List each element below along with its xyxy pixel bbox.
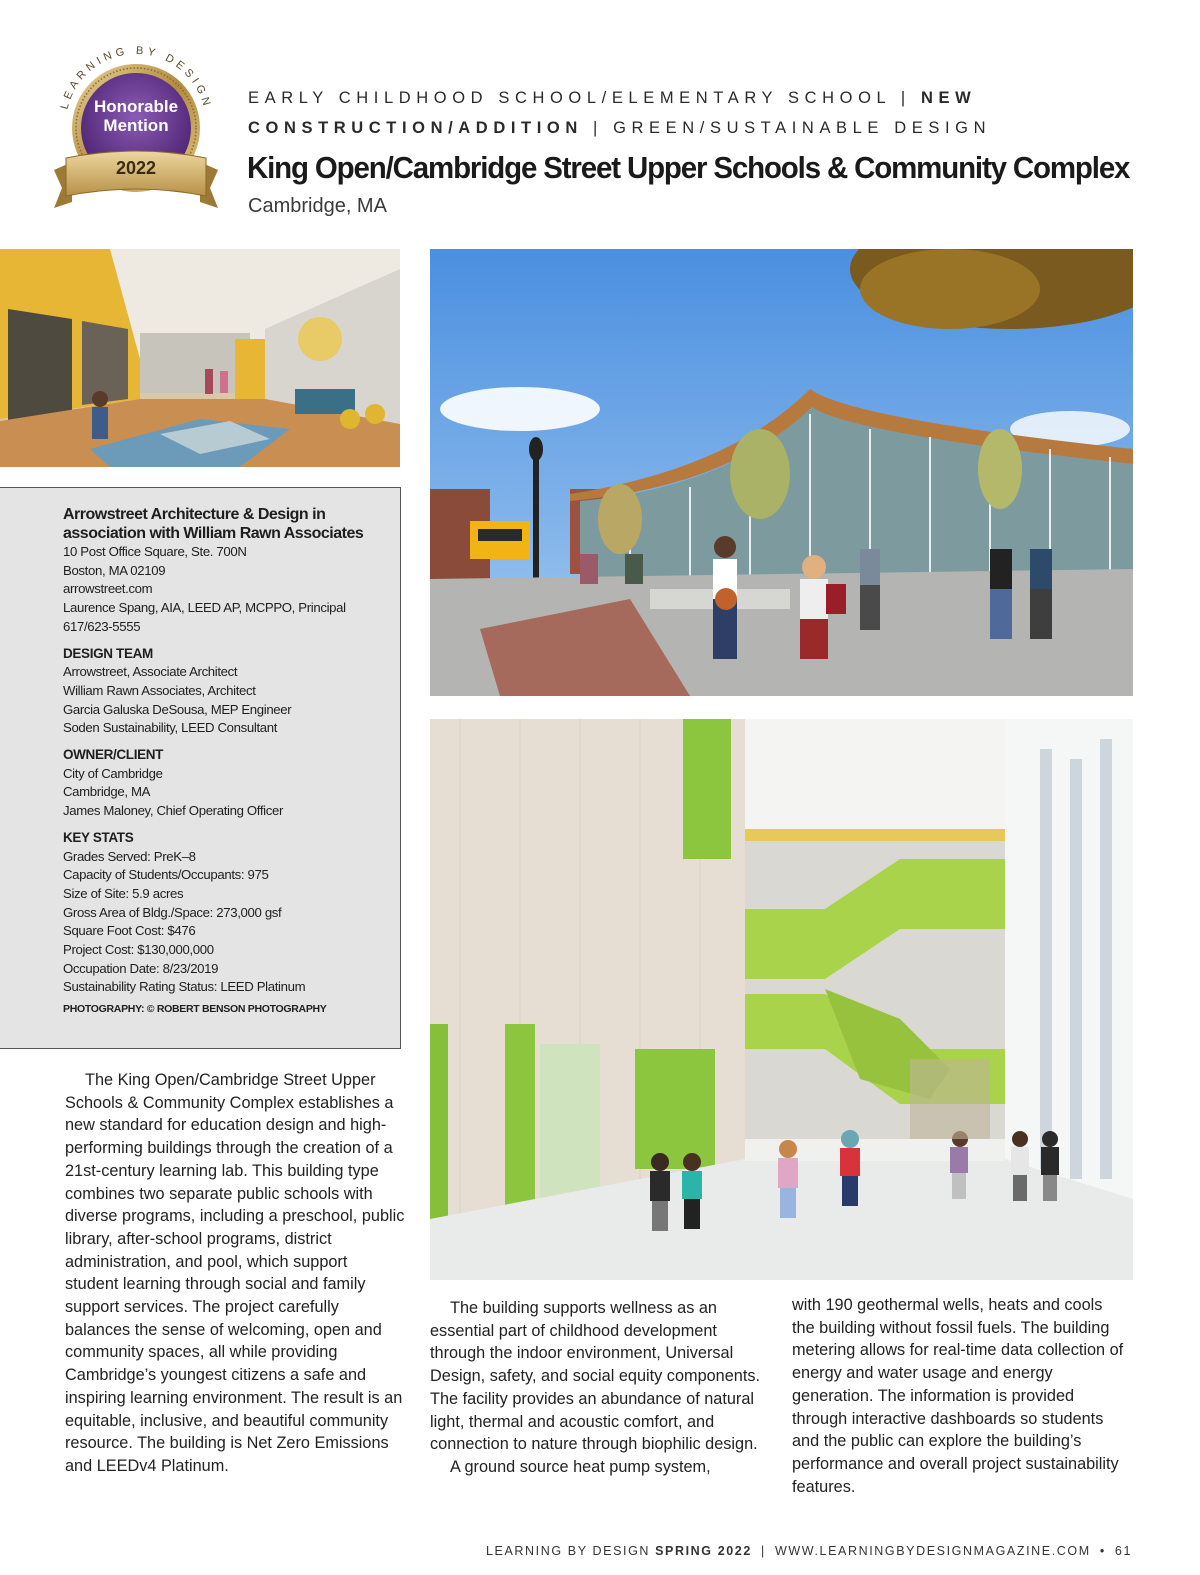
design-team-heading: DESIGN TEAM xyxy=(63,645,153,661)
firm-name-line-1: Arrowstreet Architecture & Design in xyxy=(63,506,326,523)
atrium-photo xyxy=(430,719,1133,1280)
award-badge xyxy=(44,32,228,216)
key-stat: Grades Served: PreK–8 xyxy=(63,848,196,864)
project-location: Cambridge, MA xyxy=(248,195,387,217)
key-stat: Project Cost: $130,000,000 xyxy=(63,942,214,958)
key-stat: Size of Site: 5.9 acres xyxy=(63,885,184,901)
owner-item: Cambridge, MA xyxy=(63,784,151,800)
badge-year: 2022 xyxy=(115,158,157,178)
footer-magazine: LEARNING BY DESIGN xyxy=(486,1544,651,1558)
address-line: Laurence Spang, AIA, LEED AP, MCPPO, Principal xyxy=(63,600,346,616)
owner-heading: OWNER/CLIENT xyxy=(63,747,164,763)
category-line-1: EARLY CHILDHOOD SCHOOL/ELEMENTARY SCHOOL | NEW xyxy=(248,89,977,107)
owner-item: City of Cambridge xyxy=(63,765,163,781)
hallway-photo xyxy=(0,249,400,467)
body-paragraph: with 190 geothermal wells, heats and cools the building without fossil fuels. The building metering allows for real-time data collection of energy and water usage and energy generation. The information is provided through interactive dashboards so students and the public can explore the building’s performance and overall project sustainability features. xyxy=(792,1296,1124,1496)
footer-issue: SPRING 2022 xyxy=(655,1544,752,1558)
address-line: Boston, MA 02109 xyxy=(63,562,166,578)
photo-credit: PHOTOGRAPHY: © ROBERT BENSON PHOTOGRAPHY xyxy=(63,1003,327,1016)
body-column-3 xyxy=(792,1294,1127,1498)
footer-website: WWW.LEARNINGBYDESIGNMAGAZINE.COM xyxy=(774,1544,1091,1558)
project-title: King Open/Cambridge Street Upper Schools & Community Complex xyxy=(247,150,1130,185)
footer-separator: | xyxy=(761,1544,766,1558)
design-team-item: William Rawn Associates, Architect xyxy=(63,682,256,698)
project-info-box xyxy=(0,487,401,1049)
category-line-2: CONSTRUCTION/ADDITION | GREEN/SUSTAINABLE DESIGN xyxy=(248,119,992,137)
firm-name-line-2: association with William Rawn Associates xyxy=(63,525,364,542)
key-stats-heading: KEY STATS xyxy=(63,829,134,845)
design-team-item: Soden Sustainability, LEED Consultant xyxy=(63,720,278,736)
body-paragraph: The King Open/Cambridge Street Upper Schools & Community Complex establishes a new standard for education design and high-performing buildings through the creation of a 21st-century learning lab. This building type combines two separate public schools with diverse programs, including a preschool, public library, after-school programs, district administration, and pool, which support student learning through social and family support services. The project carefully balances the sense of welcoming, open and community spaces, all while providing Cambridge’s youngest citizens a safe and inspiring learning environment. The result is an equitable, inclusive, and beautiful community resource. The building is Net Zero Emissions and LEEDv4 Platinum. xyxy=(65,1071,405,1475)
key-stat: Square Foot Cost: $476 xyxy=(63,923,196,939)
key-stat: Sustainability Rating Status: LEED Platinum xyxy=(63,979,306,995)
svg-text:LEARNING BY DESIGN: LEARNING BY DESIGN xyxy=(58,44,214,111)
body-paragraph: A ground source heat pump system, xyxy=(450,1457,711,1476)
body-paragraph: The building supports wellness as an essential part of childhood development through the indoor environment, Universal Design, safety, and social equity components. The facility provides an abundance of natural light, thermal and acoustic comfort, and connection to nature through biophilic design. xyxy=(430,1299,761,1454)
design-team-item: Garcia Galuska DeSousa, MEP Engineer xyxy=(63,701,292,717)
page-number: 61 xyxy=(1114,1544,1132,1558)
body-column-2 xyxy=(430,1297,768,1479)
key-stat: Capacity of Students/Occupants: 975 xyxy=(63,867,269,883)
design-team-item: Arrowstreet, Associate Architect xyxy=(63,664,238,680)
footer-bullet: • xyxy=(1099,1544,1106,1558)
address-line: arrowstreet.com xyxy=(63,581,153,597)
address-line: 10 Post Office Square, Ste. 700N xyxy=(63,544,247,559)
page-footer xyxy=(486,1544,1132,1558)
key-stat: Gross Area of Bldg./Space: 273,000 gsf xyxy=(63,904,282,920)
exterior-photo xyxy=(430,249,1133,696)
key-stat: Occupation Date: 8/23/2019 xyxy=(63,960,219,976)
badge-label: Honorable Mention xyxy=(93,97,179,135)
address-line: 617/623-5555 xyxy=(63,618,141,634)
owner-item: James Maloney, Chief Operating Officer xyxy=(63,803,284,819)
body-column-1 xyxy=(65,1069,405,1478)
